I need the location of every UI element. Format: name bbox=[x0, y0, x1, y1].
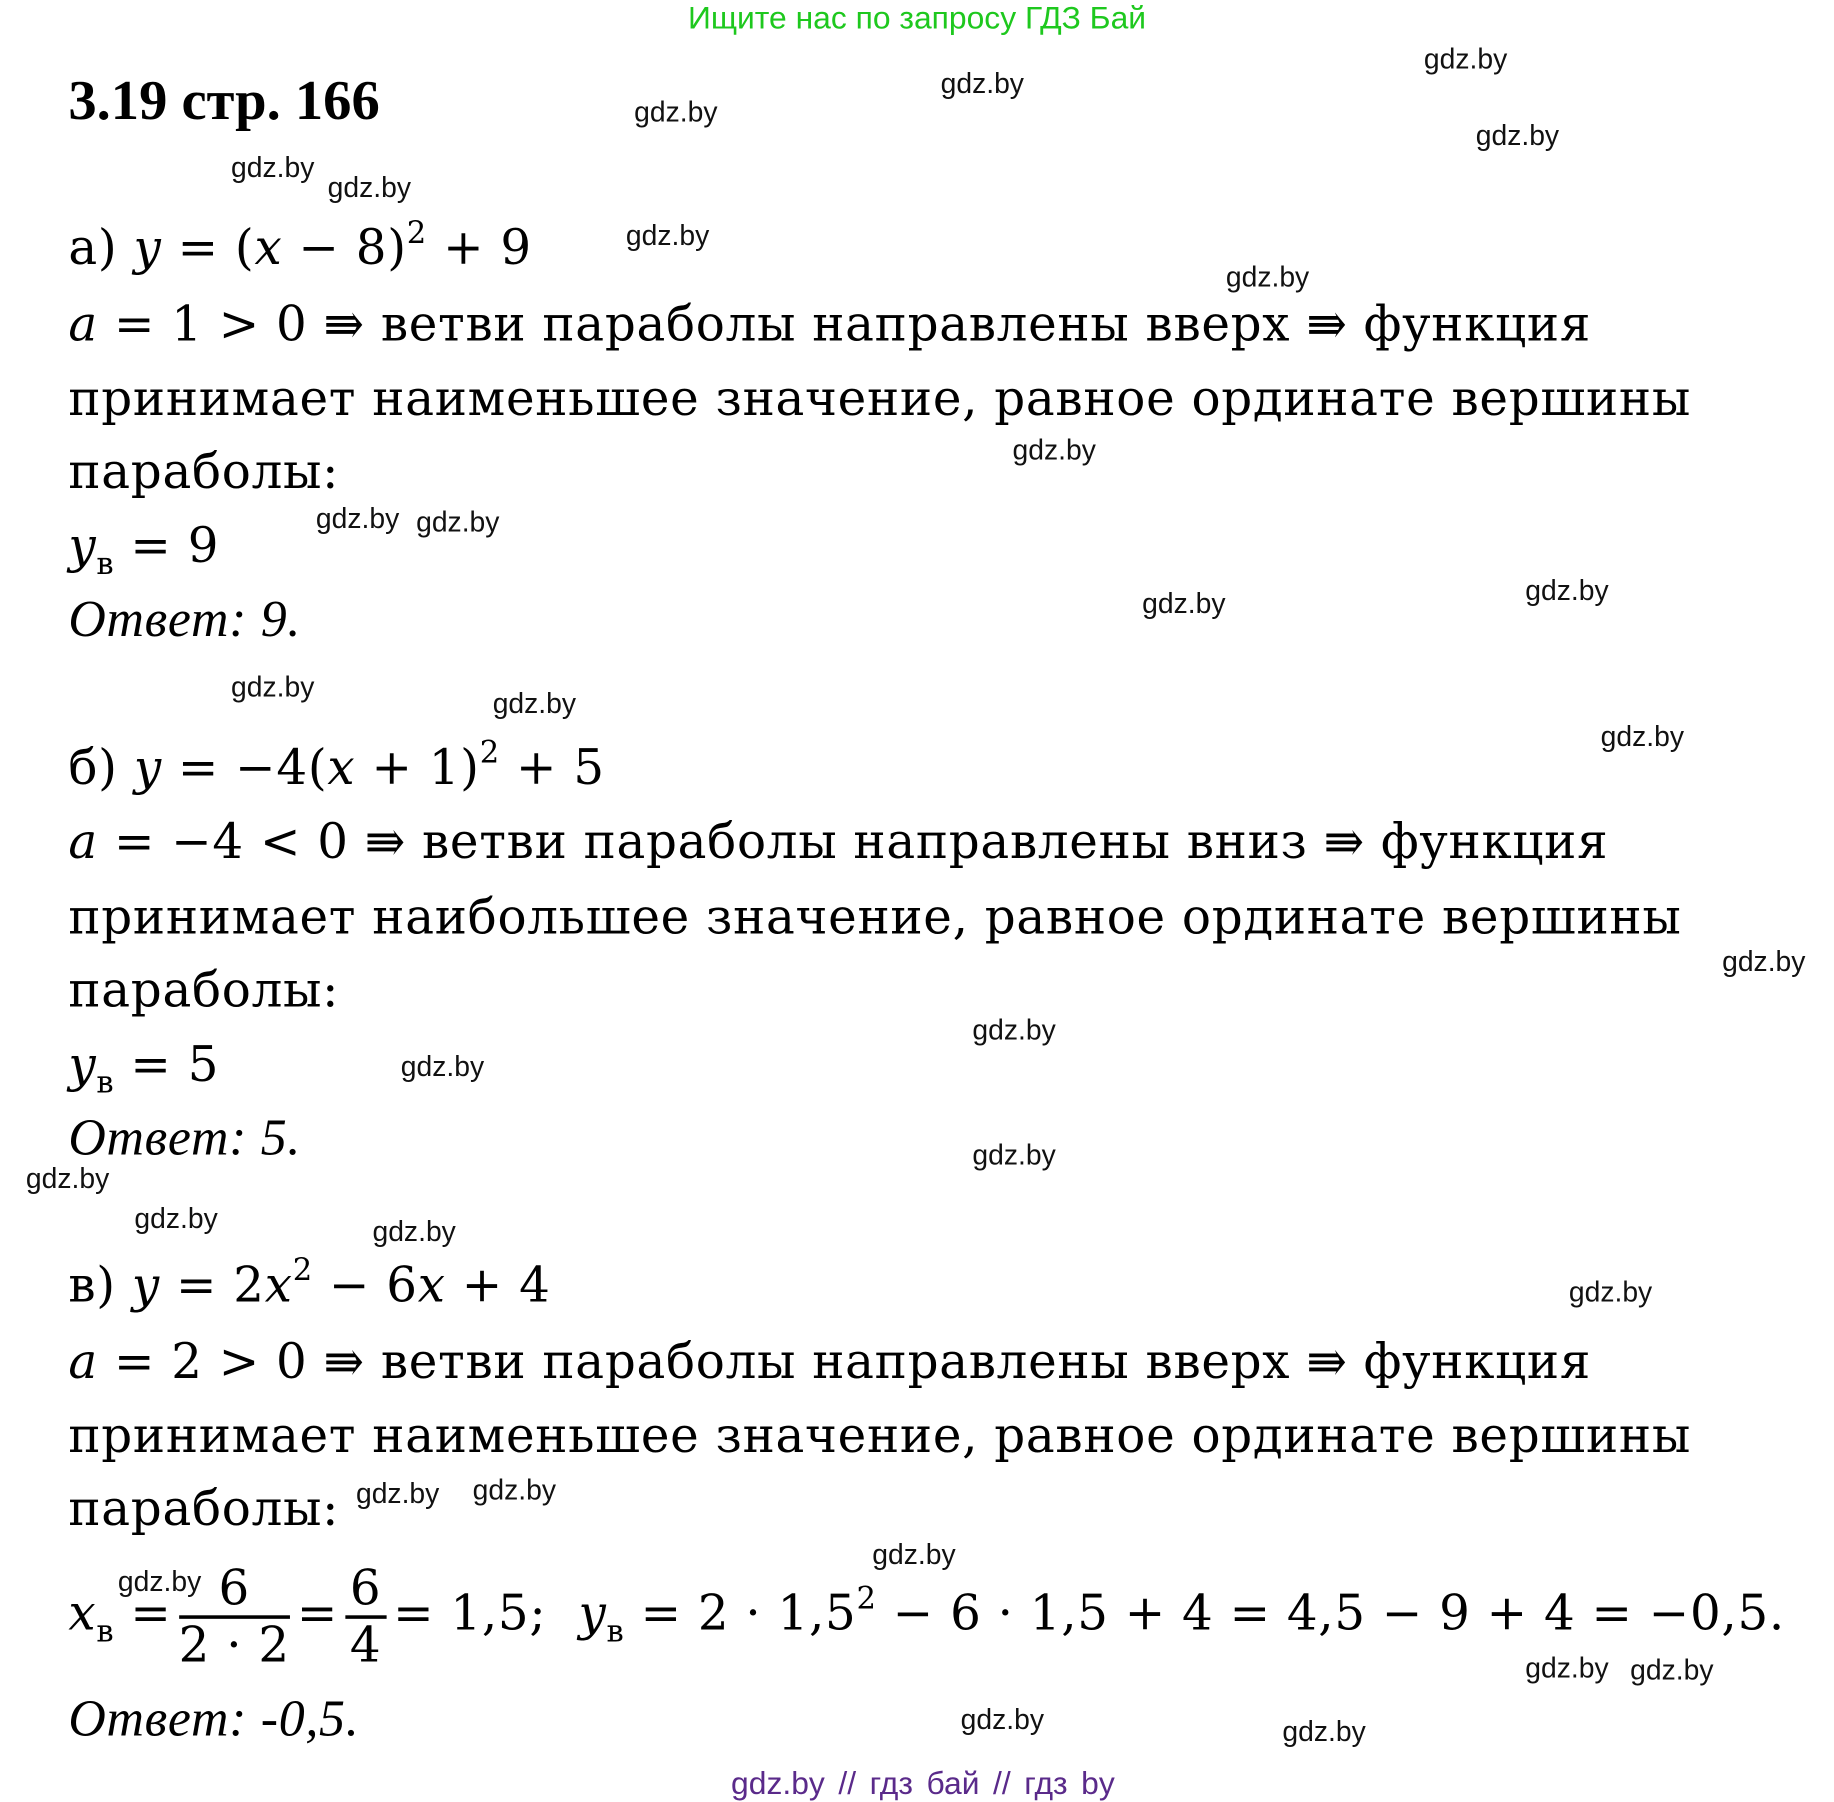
watermark: gdz.by bbox=[972, 1014, 1056, 1047]
watermark: gdz.by bbox=[1282, 1716, 1366, 1749]
watermark: gdz.by bbox=[372, 1216, 456, 1249]
watermark: gdz.by bbox=[625, 220, 710, 253]
watermark: gdz.by bbox=[1568, 1276, 1653, 1309]
watermark: gdz.by bbox=[872, 1539, 956, 1572]
watermark: gdz.by bbox=[1525, 575, 1609, 608]
watermark: gdz.by bbox=[972, 1139, 1056, 1172]
part-c-condition: a = 2 > 0 ⇛ ветви параболы направлены вверх ⇛ функция bbox=[68, 1333, 1592, 1390]
watermark: gdz.by bbox=[355, 1478, 440, 1510]
part-b-equation: б) $y = -4(x + 1)^2 + 5$ bbox=[68, 735, 605, 796]
part-c-equation: в) $y = 2x^2 - 6x + 4$ bbox=[68, 1252, 551, 1314]
part-c-text: принимает наименьшее значение, равное ординате вершины bbox=[68, 1407, 1692, 1464]
search-banner: Ищите нас по запросу ГДЗ Бай bbox=[687, 0, 1147, 36]
watermark: gdz.by bbox=[492, 688, 577, 721]
watermark: gdz.by bbox=[327, 172, 412, 204]
part-a-vertex: $y_в = 9$ bbox=[68, 517, 220, 583]
watermark: gdz.by bbox=[231, 152, 315, 184]
part-b-text: параболы: bbox=[68, 961, 340, 1019]
part-a-condition: a = 1 > 0 ⇛ ветви параболы направлены вверх ⇛ функция bbox=[68, 295, 1592, 353]
watermark: gdz.by bbox=[315, 503, 400, 536]
watermark: gdz.by bbox=[231, 671, 315, 704]
watermark: gdz.by bbox=[1475, 120, 1560, 153]
part-b-answer: Ответ: 5. bbox=[68, 1108, 302, 1167]
part-b-vertex: $y_в = 5$ bbox=[68, 1036, 220, 1101]
footer-links: gdz.by // гдз бай // гдз by bbox=[731, 1765, 1115, 1802]
watermark: gdz.by bbox=[134, 1203, 218, 1236]
fraction: $\frac{6}{2 \cdot 2}$ bbox=[178, 1559, 290, 1674]
part-b-text: принимает наибольшее значение, равное ординате вершины bbox=[68, 888, 1682, 946]
watermark: gdz.by bbox=[400, 1051, 485, 1084]
page-title: 3.19 стр. 166 bbox=[68, 69, 380, 133]
part-a-equation: а) $y = (x - 8)^2 + 9$ bbox=[68, 215, 532, 276]
watermark: gdz.by bbox=[1012, 434, 1096, 467]
watermark: gdz.by bbox=[960, 1704, 1044, 1737]
watermark: gdz.by bbox=[1630, 1654, 1714, 1687]
watermark: gdz.by bbox=[1600, 721, 1685, 754]
watermark: gdz.by bbox=[1722, 946, 1806, 979]
watermark: gdz.by bbox=[1142, 588, 1226, 620]
fraction: $\frac{6}{4}$ bbox=[345, 1562, 386, 1672]
part-c-text: параболы: bbox=[68, 1480, 340, 1538]
watermark: gdz.by bbox=[1423, 43, 1508, 76]
watermark: gdz.by bbox=[117, 1566, 202, 1599]
watermark: gdz.by bbox=[472, 1474, 557, 1507]
watermark: gdz.by bbox=[416, 506, 500, 539]
part-a-answer: Ответ: 9. bbox=[68, 589, 302, 648]
part-c-answer: Ответ: -0,5. bbox=[68, 1689, 360, 1748]
part-a-text: параболы: bbox=[68, 443, 340, 500]
part-a-text: принимает наименьшее значение, равное ординате вершины bbox=[68, 370, 1692, 427]
part-b-condition: a = −4 < 0 ⇛ ветви параболы направлены вниз ⇛ функция bbox=[68, 813, 1609, 870]
watermark: gdz.by bbox=[940, 68, 1024, 101]
watermark: gdz.by bbox=[634, 96, 718, 129]
watermark: gdz.by bbox=[1225, 261, 1310, 294]
part-c-vertex-calc: $x_в$ = $\frac{6}{2 \cdot 2}$ = $\frac{6}{4}$ = 1,5; $y_в = 2 \cdot 1,5^2 - 6 \cdot 1,5 + 4 = 4,5 - 9 + 4 = -0,5$. bbox=[68, 1559, 1785, 1674]
watermark: gdz.by bbox=[25, 1163, 110, 1196]
watermark: gdz.by bbox=[1525, 1652, 1609, 1685]
